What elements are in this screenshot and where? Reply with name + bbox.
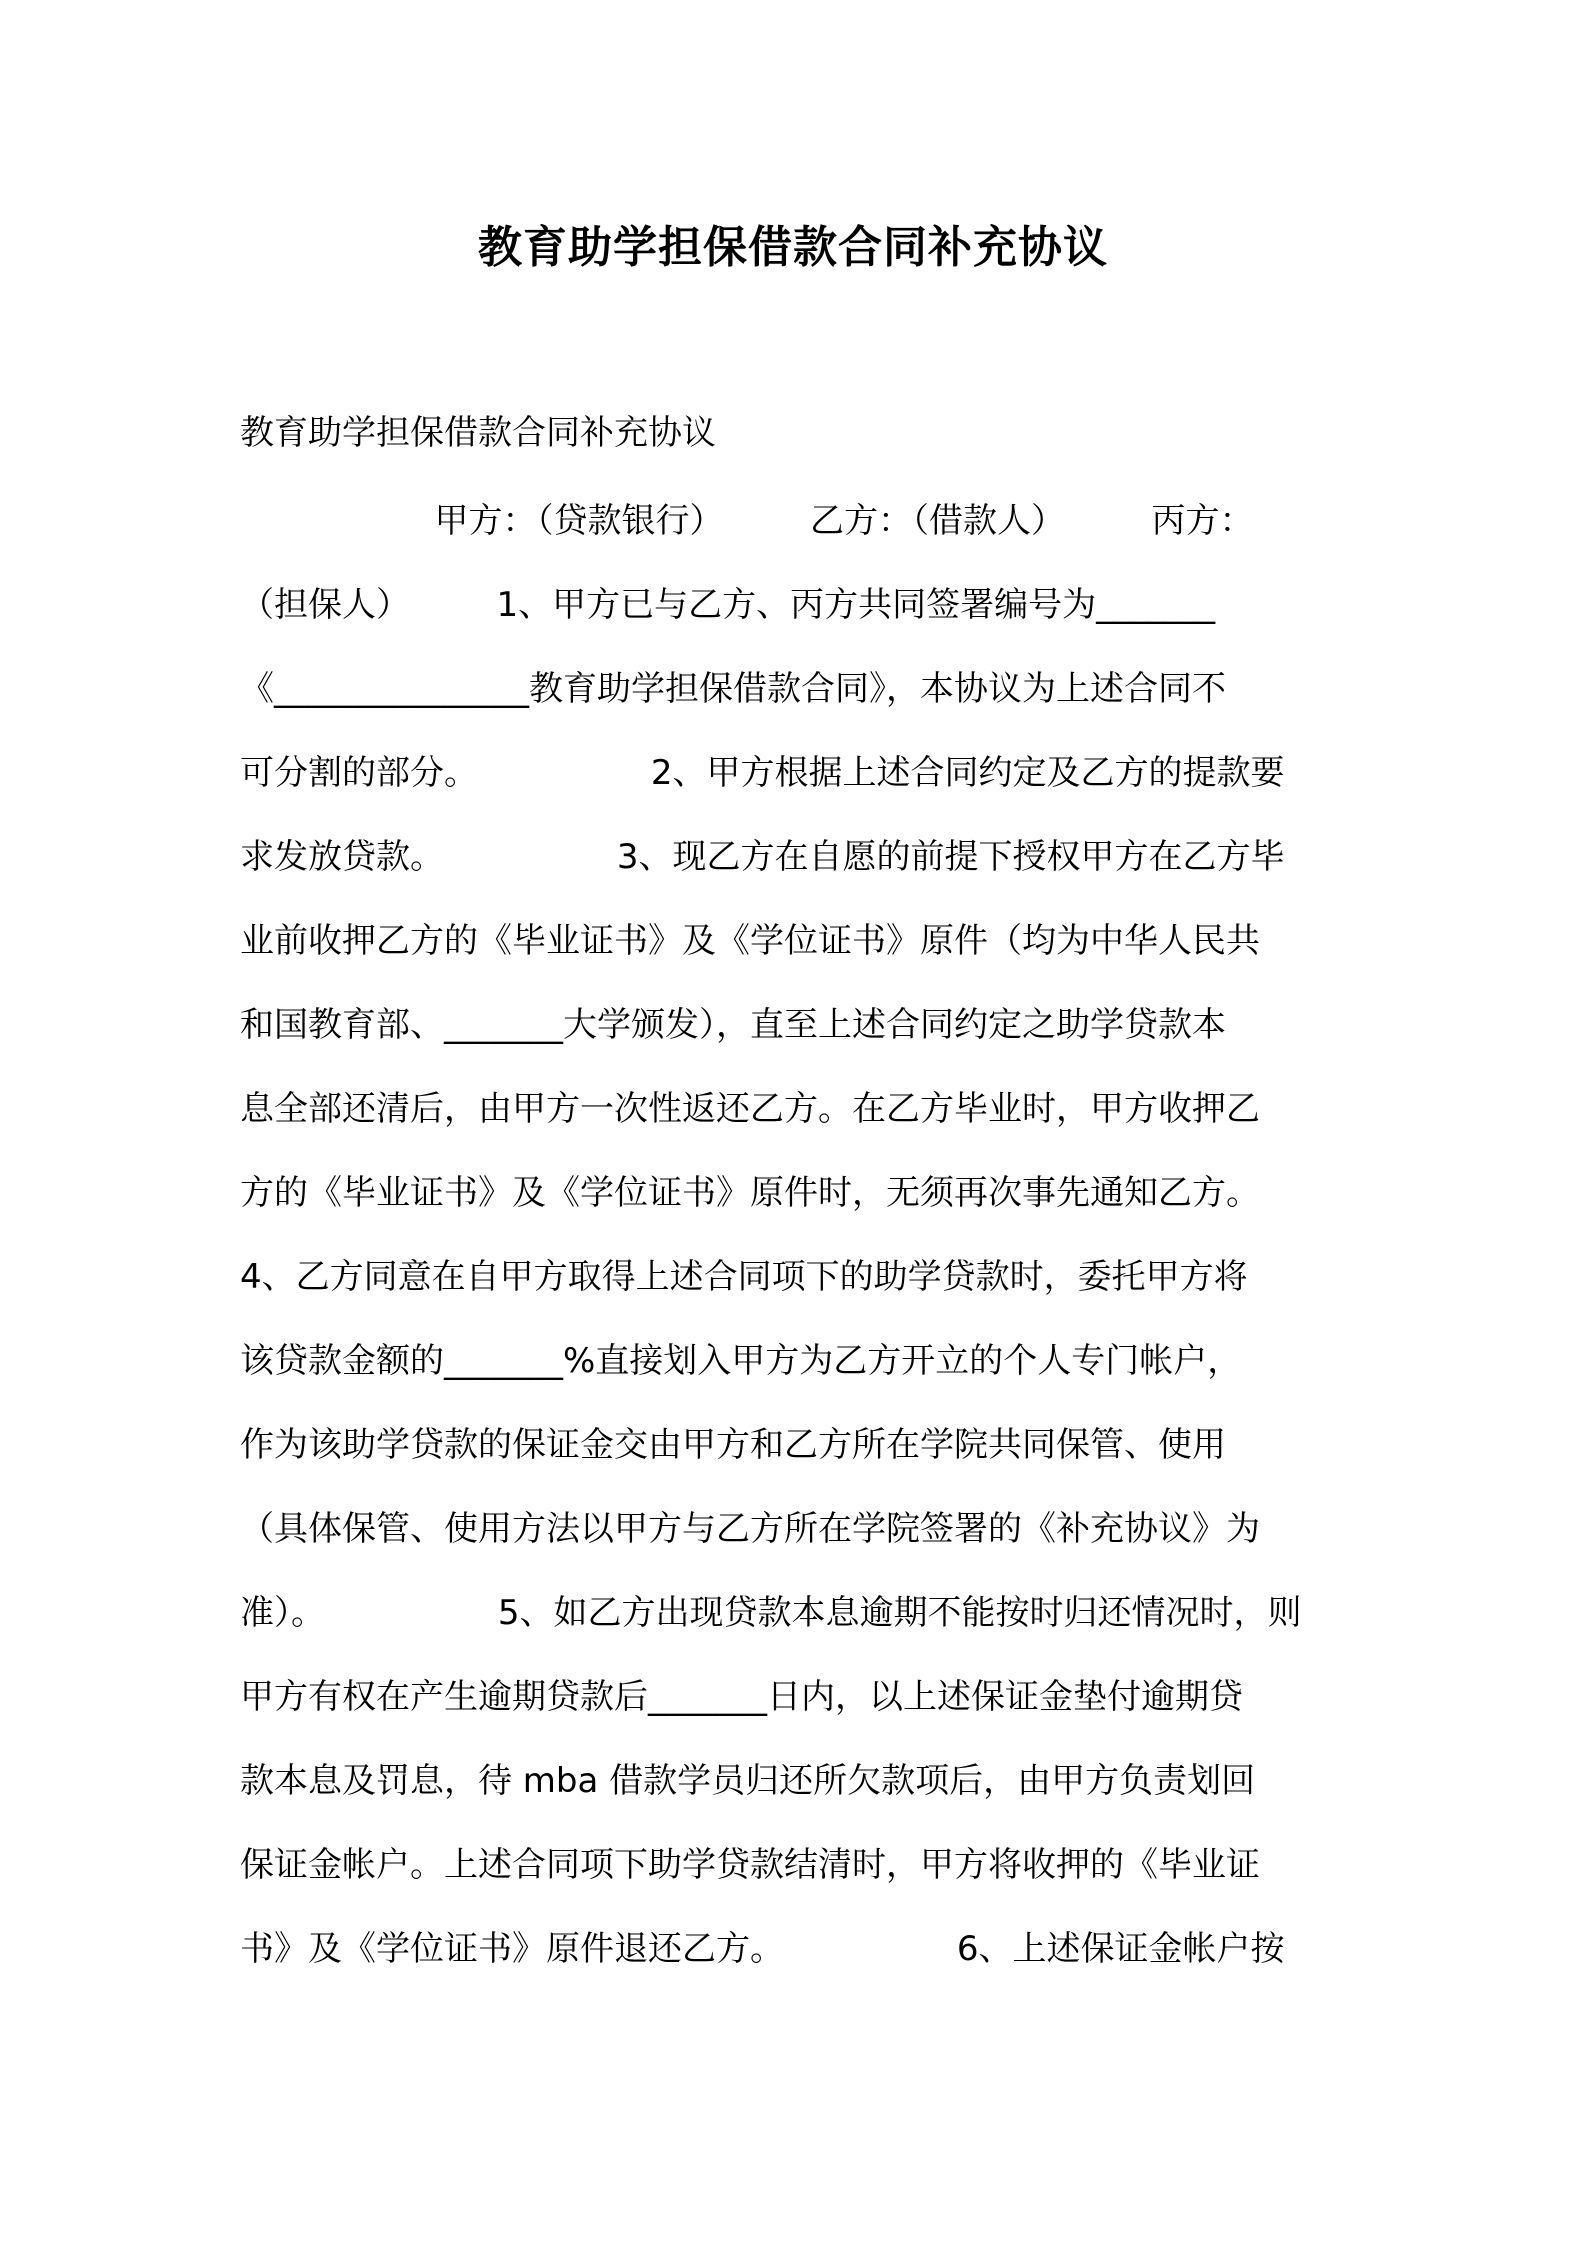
body-line: 和国教育部、_______大学颁发），直至上述合同约定之助学贷款本 [240,1005,1226,1045]
document-subtitle: 教育助学担保借款合同补充协议 [240,413,716,453]
body-line: （担保人） 1、甲方已与乙方、丙方共同签署编号为_______ [240,585,1216,625]
body-line: 4、乙方同意在自甲方取得上述合同项下的助学贷款时，委托甲方将 [240,1257,1248,1297]
body-line: 方的《毕业证书》及《学位证书》原件时，无须再次事先通知乙方。 [240,1173,1260,1213]
body-line: 书》及《学位证书》原件退还乙方。 6、上述保证金帐户按 [240,1929,1285,1969]
body-line: 业前收押乙方的《毕业证书》及《学位证书》原件（均为中华人民共 [240,921,1260,961]
body-line: 甲方：（贷款银行） 乙方：（借款人） 丙方： [240,501,1254,541]
body-line: 作为该助学贷款的保证金交由甲方和乙方所在学院共同保管、使用 [240,1425,1226,1465]
body-line: （具体保管、使用方法以甲方与乙方所在学院签署的《补充协议》为 [240,1509,1260,1549]
body-line: 求发放贷款。 3、现乙方在自愿的前提下授权甲方在乙方毕 [240,837,1285,877]
body-line: 甲方有权在产生逾期贷款后_______日内，以上述保证金垫付逾期贷 [240,1677,1243,1717]
document-title: 教育助学担保借款合同补充协议 [478,222,1108,273]
body-line: 该贷款金额的_______%直接划入甲方为乙方开立的个人专门帐户， [240,1341,1242,1381]
body-line: 款本息及罚息，待 mba 借款学员归还所欠款项后，由甲方负责划回 [240,1761,1256,1801]
body-line: 保证金帐户。上述合同项下助学贷款结清时，甲方将收押的《毕业证 [240,1845,1260,1885]
body-line: 可分割的部分。 2、甲方根据上述合同约定及乙方的提款要 [240,753,1285,793]
body-line: 准）。 5、如乙方出现贷款本息逾期不能按时归还情况时，则 [240,1593,1302,1633]
body-line: 息全部还清后，由甲方一次性返还乙方。在乙方毕业时，甲方收押乙 [240,1089,1260,1129]
body-line: 《_______________教育助学担保借款合同》，本协议为上述合同不 [240,669,1226,709]
